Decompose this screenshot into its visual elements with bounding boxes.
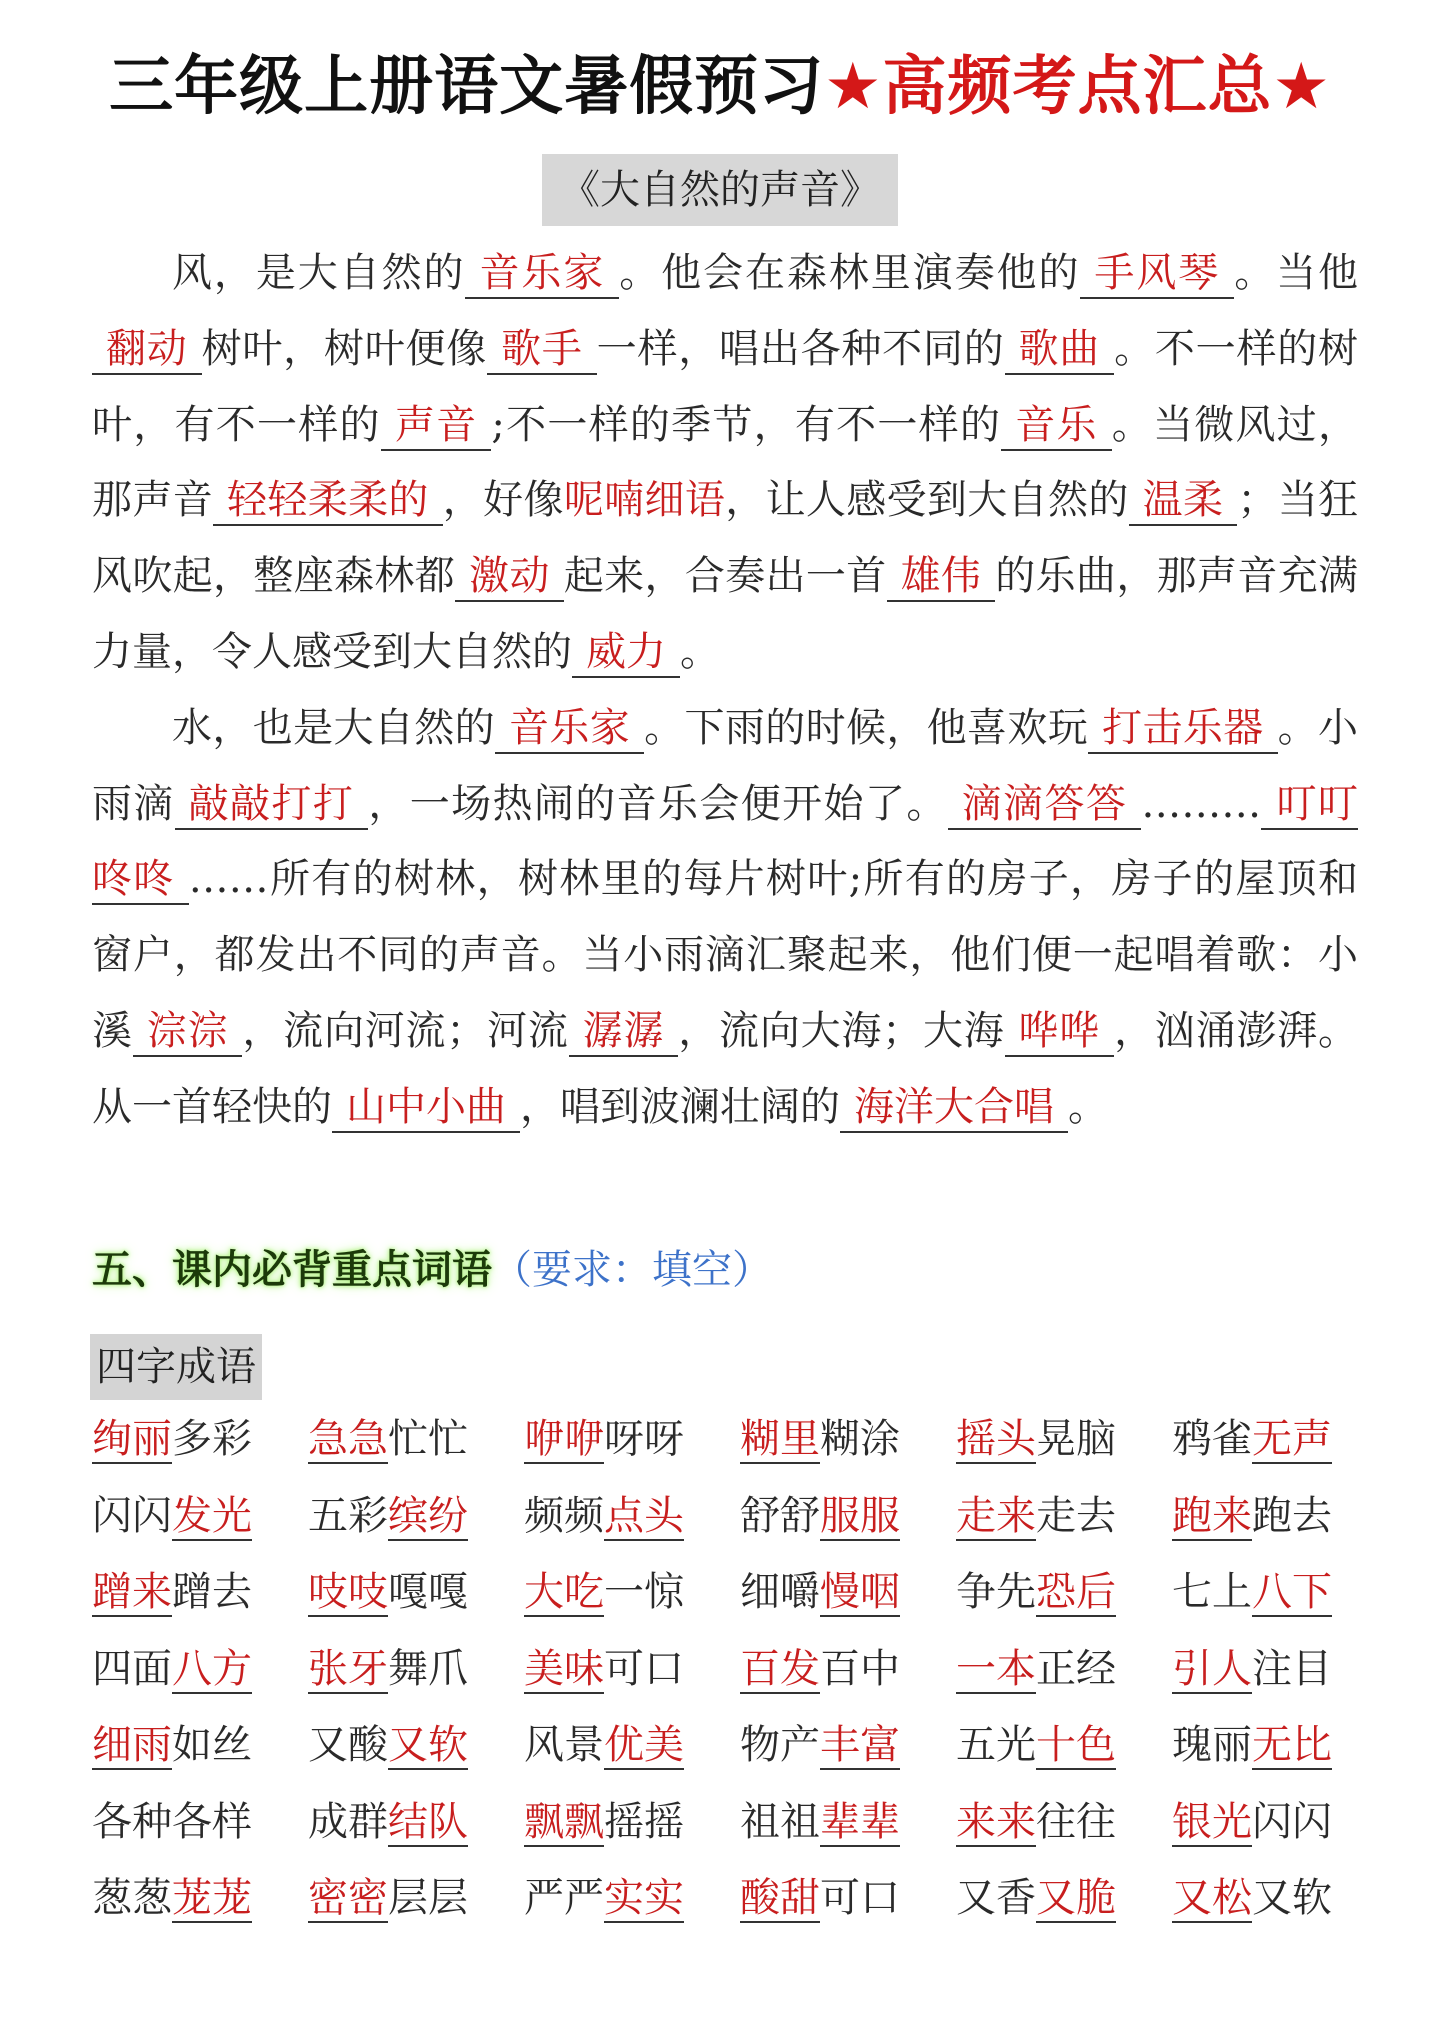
- answer-blank: 百发: [740, 1645, 820, 1692]
- answer-blank: 急急: [308, 1416, 388, 1462]
- answer-blank: 无声: [1252, 1416, 1332, 1462]
- text-segment: ，让人感受到大自然的: [725, 477, 1129, 524]
- text-segment: 成群: [308, 1798, 388, 1845]
- answer-blank: 密密: [308, 1875, 388, 1921]
- idiom-item: [308, 1564, 524, 1641]
- answer-blank: 咿咿: [524, 1416, 604, 1462]
- answer-blank: 八下: [1252, 1569, 1332, 1615]
- text-segment: ；当狂风吹起，整座森林都: [92, 477, 1359, 600]
- answer-blank: 歌曲: [1005, 326, 1115, 375]
- answer-blank: 摇头: [956, 1416, 1036, 1462]
- answer-blank: 结队: [388, 1798, 468, 1845]
- answer-blank: 点头: [604, 1492, 684, 1539]
- idiom-item: [740, 1717, 956, 1794]
- answer-blank: 叮叮咚咚: [92, 781, 1358, 906]
- text-segment: ，汹涌澎湃。从一首轻快的: [92, 1007, 1359, 1130]
- text-segment: 跑去: [1252, 1492, 1332, 1539]
- text-segment: 又香: [956, 1875, 1036, 1921]
- answer-blank: 哗哗: [1005, 1008, 1115, 1057]
- idiom-item: [740, 1488, 956, 1565]
- text-segment: 晃脑: [1036, 1416, 1116, 1462]
- answer-blank: 又脆: [1036, 1875, 1116, 1921]
- passage: [92, 236, 1358, 1146]
- idiom-item: [308, 1794, 524, 1871]
- text-segment: ，流向河流；河流: [242, 1007, 569, 1054]
- idiom-item: [1172, 1717, 1388, 1794]
- text-segment: ，好像: [442, 477, 564, 524]
- text-segment: 可口: [820, 1875, 900, 1921]
- idiom-item: [1172, 1794, 1388, 1871]
- idiom-item: [308, 1641, 524, 1718]
- text-segment: 。: [680, 628, 720, 675]
- answer-blank: 淙淙: [133, 1008, 243, 1057]
- text-segment: 一样，唱出各种不同的: [596, 325, 1005, 372]
- section-requirement: （要求：填空）: [492, 1247, 772, 1293]
- idiom-item: [956, 1870, 1172, 1947]
- idiom-item: [740, 1794, 956, 1871]
- section-heading: [92, 1240, 772, 1300]
- answer-blank: 发光: [172, 1492, 252, 1539]
- idiom-item: [92, 1411, 308, 1488]
- idiom-item: [308, 1411, 524, 1488]
- page-title: [0, 42, 1440, 132]
- text-segment: ，唱到波澜壮阔的: [520, 1083, 840, 1130]
- idiom-item: [956, 1488, 1172, 1565]
- answer-blank: 银光: [1172, 1798, 1252, 1845]
- idiom-item: [1172, 1488, 1388, 1565]
- text-segment: 。不一样的树叶，有不一样的: [92, 325, 1359, 448]
- section-title: 五、课内必背重点词语: [92, 1247, 492, 1293]
- text-segment: ……所有的树林，树林里的每片树叶;所有的房子，房子的屋顶和窗户，都发出不同的声音。当小雨滴汇聚起来，他们便一起唱着歌：小溪: [92, 856, 1358, 1054]
- category-label: 四字成语: [90, 1334, 262, 1400]
- text-segment: 。下雨的时候，他喜欢玩: [644, 704, 1089, 751]
- answer-blank: 音乐家: [465, 250, 619, 299]
- text-segment: 呀呀: [604, 1416, 684, 1462]
- idiom-item: [740, 1411, 956, 1488]
- idiom-item: [524, 1488, 740, 1565]
- text-segment: ;不一样的季节，有不一样的: [491, 401, 1002, 448]
- answer-blank: 走来: [956, 1492, 1036, 1539]
- text-segment: 争先: [956, 1569, 1036, 1615]
- idiom-item: [740, 1641, 956, 1718]
- text-segment: 又酸: [308, 1722, 388, 1768]
- idiom-item: [92, 1488, 308, 1565]
- text-segment: 如丝: [172, 1722, 252, 1768]
- idiom-item: [740, 1870, 956, 1947]
- idiom-item: [956, 1411, 1172, 1488]
- answer-blank: 滴滴答答: [948, 781, 1142, 830]
- idiom-grid: [92, 1411, 1392, 1947]
- text-segment: 糊涂: [820, 1416, 900, 1462]
- answer-blank: 酸甜: [740, 1875, 820, 1921]
- text-segment: 又软: [1252, 1875, 1332, 1921]
- text-segment: 五彩: [308, 1492, 388, 1539]
- lesson-title: 《大自然的声音》: [542, 154, 898, 226]
- answer-blank: 张牙: [308, 1645, 388, 1692]
- text-segment: 细嚼: [740, 1569, 820, 1615]
- text-segment: ，一场热闹的音乐会便开始了。: [368, 780, 948, 827]
- text-segment: 频频: [524, 1492, 604, 1539]
- answer-blank: 威力: [572, 629, 680, 678]
- answer-blank: 优美: [604, 1722, 684, 1768]
- text-segment: 葱葱: [92, 1875, 172, 1921]
- text-segment: 百中: [820, 1645, 900, 1692]
- answer-blank: 一本: [956, 1645, 1036, 1692]
- idiom-item: [92, 1717, 308, 1794]
- text-segment: 蹭去: [172, 1569, 252, 1615]
- answer-blank: 跑来: [1172, 1492, 1252, 1539]
- star-icon: ★: [824, 50, 883, 124]
- answer-blank: 海洋大合唱: [840, 1084, 1068, 1133]
- idiom-item: [524, 1870, 740, 1947]
- text-segment: 严严: [524, 1875, 604, 1921]
- answer-blank: 引人: [1172, 1645, 1252, 1692]
- text-segment: 水，也是大自然的: [172, 704, 495, 751]
- text-segment: 五光: [956, 1722, 1036, 1768]
- answer-blank: 雄伟: [887, 553, 996, 602]
- idiom-item: [308, 1717, 524, 1794]
- text-segment: 层层: [388, 1875, 468, 1921]
- answer-blank: 手风琴: [1080, 250, 1234, 299]
- text-segment: 嘎嘎: [388, 1569, 468, 1615]
- paragraph-water: [92, 691, 1358, 1146]
- idiom-item: [524, 1717, 740, 1794]
- idiom-item: [1172, 1564, 1388, 1641]
- idiom-item: [92, 1641, 308, 1718]
- idiom-item: [92, 1794, 308, 1871]
- idiom-item: [524, 1794, 740, 1871]
- answer-blank: 绚丽: [92, 1416, 172, 1462]
- answer-blank: 茏茏: [172, 1875, 252, 1921]
- idiom-item: [956, 1641, 1172, 1718]
- paragraph-wind: [92, 236, 1358, 691]
- idiom-item: [956, 1717, 1172, 1794]
- idiom-item: [740, 1564, 956, 1641]
- answer-blank: 缤纷: [388, 1492, 468, 1539]
- answer-blank: 大吃: [524, 1569, 604, 1615]
- answer-blank: 温柔: [1129, 477, 1238, 526]
- answer-blank: 敲敲打打: [175, 781, 369, 830]
- answer-blank: 十色: [1036, 1722, 1116, 1768]
- answer-blank: 翻动: [92, 326, 202, 375]
- answer-blank: 细雨: [92, 1722, 172, 1768]
- answer-blank: 轻轻柔柔的: [213, 477, 443, 526]
- text-segment: 舒舒: [740, 1492, 820, 1539]
- answer-blank: 吱吱: [308, 1569, 388, 1615]
- text-segment: 摇摇: [604, 1798, 684, 1845]
- text-segment: ………: [1141, 780, 1262, 827]
- text-segment: 起来，合奏出一首: [563, 553, 887, 600]
- text-segment: 。他会在森林里演奏他的: [619, 250, 1081, 296]
- idiom-item: [92, 1870, 308, 1947]
- answer-blank: 激动: [455, 553, 564, 602]
- text-segment: 一惊: [604, 1569, 684, 1615]
- text-segment: 注目: [1252, 1645, 1332, 1692]
- idiom-item: [524, 1411, 740, 1488]
- answer-blank: 实实: [604, 1875, 684, 1921]
- answer-blank: 服服: [820, 1492, 900, 1539]
- answer-blank: 山中小曲: [332, 1084, 520, 1133]
- text-segment: 祖祖: [740, 1798, 820, 1845]
- idiom-item: [956, 1564, 1172, 1641]
- text-segment: 走去: [1036, 1492, 1116, 1539]
- idiom-item: [956, 1794, 1172, 1871]
- idiom-item: [308, 1870, 524, 1947]
- answer-blank: 丰富: [820, 1722, 900, 1768]
- text-segment: 鸦雀: [1172, 1416, 1252, 1462]
- text-segment: 往往: [1036, 1798, 1116, 1845]
- text-segment: 风，是大自然的: [172, 250, 466, 296]
- text-segment: 瑰丽: [1172, 1722, 1252, 1768]
- answer-blank: 辈辈: [820, 1798, 900, 1845]
- text-segment: 。小雨滴: [92, 704, 1359, 827]
- answer-blank: 八方: [172, 1645, 252, 1692]
- text-segment: 。: [1068, 1083, 1108, 1130]
- answer-blank: 无比: [1252, 1722, 1332, 1768]
- idiom-item: [1172, 1411, 1388, 1488]
- text-segment: 可口: [604, 1645, 684, 1692]
- answer-blank: 飘飘: [524, 1798, 604, 1845]
- answer-blank: 美味: [524, 1645, 604, 1692]
- text-segment: 正经: [1036, 1645, 1116, 1692]
- answer-blank: 声音: [381, 402, 492, 451]
- text-segment: 各种各样: [92, 1798, 252, 1845]
- text-segment: 闪闪: [92, 1492, 172, 1539]
- star-icon: ★: [1272, 50, 1331, 124]
- text-segment: 。当微风过，那声音: [92, 401, 1359, 524]
- title-main: 三年级上册语文暑假预习: [109, 50, 825, 124]
- text-segment: 树叶，树叶便像: [201, 325, 488, 372]
- answer-blank: 歌手: [487, 326, 597, 375]
- title-highlight: 高频考点汇总: [882, 50, 1273, 124]
- answer-blank: 又软: [388, 1722, 468, 1768]
- idiom-item: [1172, 1641, 1388, 1718]
- answer-blank: 打击乐器: [1088, 705, 1277, 754]
- text-segment: ，流向大海；大海: [678, 1007, 1005, 1054]
- text-segment: 物产: [740, 1722, 820, 1768]
- answer-blank: 慢咽: [820, 1569, 900, 1615]
- answer-text: 呢喃细语: [563, 477, 726, 524]
- idiom-item: [1172, 1870, 1388, 1947]
- text-segment: 闪闪: [1252, 1798, 1332, 1845]
- answer-blank: 蹭来: [92, 1569, 172, 1615]
- answer-blank: 恐后: [1036, 1569, 1116, 1615]
- answer-blank: 糊里: [740, 1416, 820, 1462]
- idiom-item: [524, 1564, 740, 1641]
- text-segment: 风景: [524, 1722, 604, 1768]
- text-segment: 。当他: [1234, 250, 1359, 296]
- text-segment: 舞爪: [388, 1645, 468, 1692]
- answer-blank: 来来: [956, 1798, 1036, 1845]
- text-segment: 多彩: [172, 1416, 252, 1462]
- idiom-item: [92, 1564, 308, 1641]
- text-segment: 的乐曲，那声音充满力量，令人感受到大自然的: [92, 553, 1359, 675]
- idiom-item: [308, 1488, 524, 1565]
- text-segment: 忙忙: [388, 1416, 468, 1462]
- answer-blank: 潺潺: [569, 1008, 679, 1057]
- text-segment: 四面: [92, 1645, 172, 1692]
- answer-blank: 音乐: [1001, 402, 1112, 451]
- answer-blank: 音乐家: [495, 705, 644, 754]
- answer-blank: 又松: [1172, 1875, 1252, 1921]
- idiom-item: [524, 1641, 740, 1718]
- text-segment: 七上: [1172, 1569, 1252, 1615]
